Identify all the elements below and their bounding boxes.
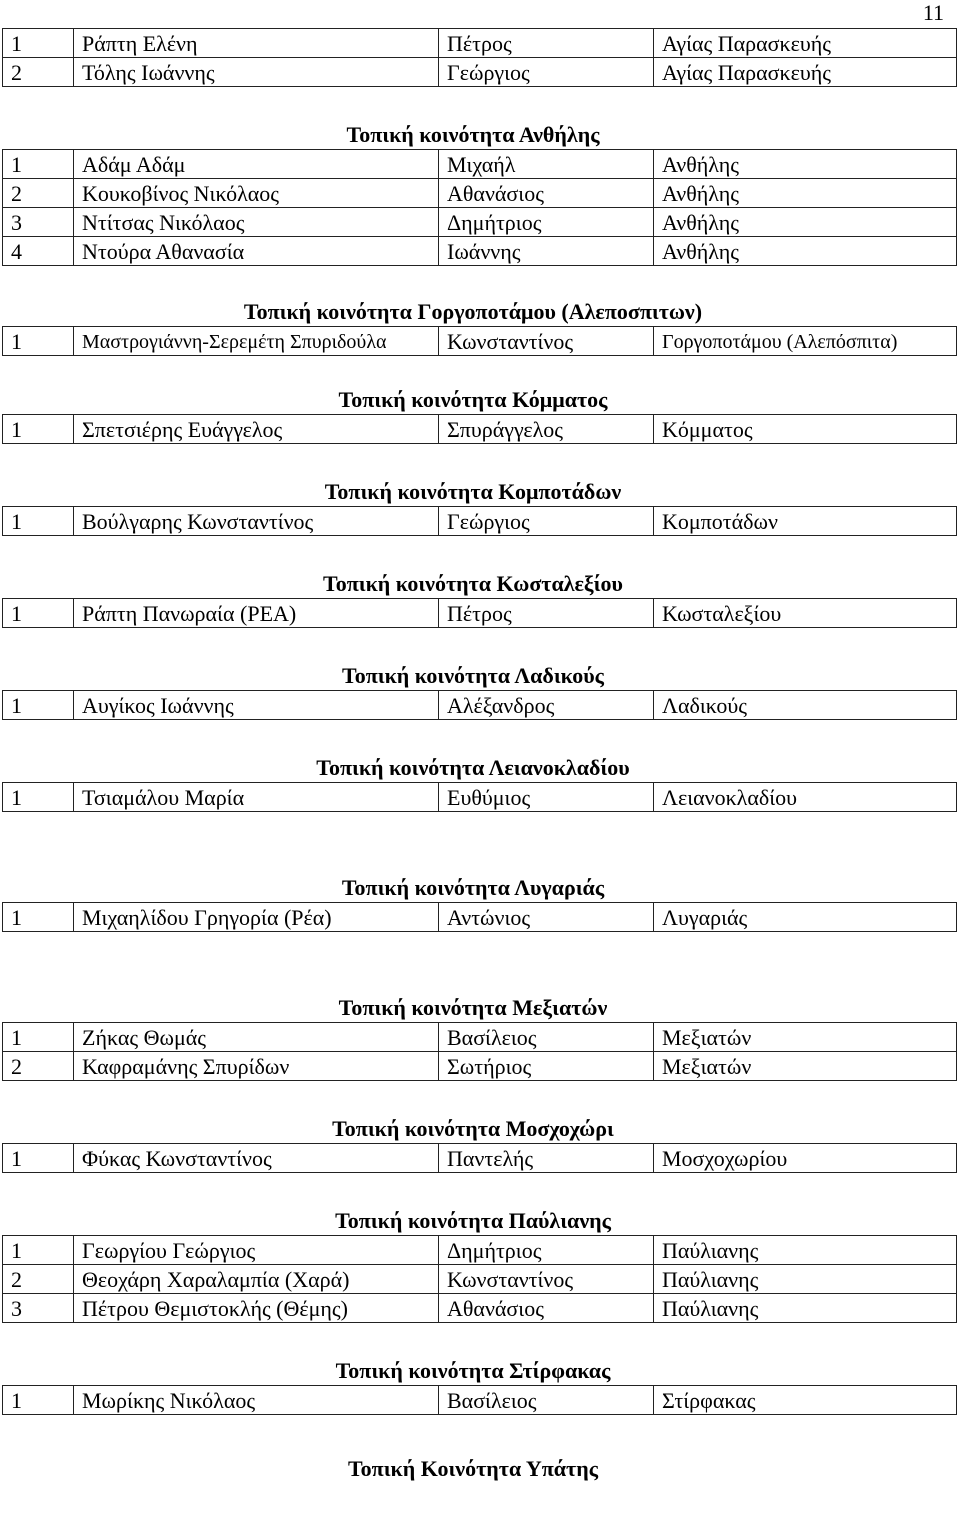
candidate-name: Σπετσιέρης Ευάγγελος	[74, 415, 439, 444]
father-name: Ιωάννης	[439, 237, 654, 266]
row-number: 1	[3, 1236, 74, 1265]
candidate-name: Κουκοβίνος Νικόλαος	[74, 179, 439, 208]
table-row	[3, 903, 957, 932]
community-section	[2, 994, 944, 1081]
table-row	[3, 208, 957, 237]
father-name: Κωνσταντίνος	[439, 1265, 654, 1294]
section-heading: Τοπική κοινότητα Κόμματος	[338, 387, 608, 412]
community-section	[2, 121, 944, 266]
father-name: Γεώργιος	[439, 58, 654, 87]
table-row	[3, 29, 957, 58]
candidate-name: Ζήκας Θωμάς	[74, 1023, 439, 1052]
row-number: 1	[3, 150, 74, 179]
table-row	[3, 237, 957, 266]
father-name: Γεώργιος	[439, 507, 654, 536]
community-name: Αγίας Παρασκευής	[654, 58, 957, 87]
father-name: Πέτρος	[439, 599, 654, 628]
father-name: Αθανάσιος	[439, 1294, 654, 1323]
community-name: Κωσταλεξίου	[654, 599, 957, 628]
section-heading: Τοπική κοινότητα Λυγαριάς	[341, 875, 605, 900]
community-name: Κόμματος	[654, 415, 957, 444]
candidate-name: Ράπτη Ελένη	[74, 29, 439, 58]
candidates-table	[2, 1235, 957, 1323]
community-name: Μεξιατών	[654, 1023, 957, 1052]
row-number: 1	[3, 599, 74, 628]
table-row	[3, 1294, 957, 1323]
father-name: Βασίλειος	[439, 1386, 654, 1415]
community-name: Λυγαριάς	[654, 903, 957, 932]
candidate-name: Αυγίκος Ιωάννης	[74, 691, 439, 720]
table-row	[3, 1265, 957, 1294]
row-number: 4	[3, 237, 74, 266]
candidates-table	[2, 690, 957, 720]
community-name: Ανθήλης	[654, 237, 957, 266]
community-name: Ανθήλης	[654, 208, 957, 237]
candidates-table	[2, 1385, 957, 1415]
candidate-name: Ράπτη Πανωραία (ΡΕΑ)	[74, 599, 439, 628]
table-row	[3, 691, 957, 720]
candidate-name: Φύκας Κωνσταντίνος	[74, 1144, 439, 1173]
candidates-table	[2, 506, 957, 536]
candidate-name: Μωρίκης Νικόλαος	[74, 1386, 439, 1415]
row-number: 1	[3, 903, 74, 932]
row-number: 3	[3, 1294, 74, 1323]
community-section	[2, 662, 944, 720]
father-name: Παντελής	[439, 1144, 654, 1173]
father-name: Κωνσταντίνος	[439, 327, 654, 356]
community-name: Ανθήλης	[654, 150, 957, 179]
row-number: 1	[3, 327, 74, 356]
table-row	[3, 150, 957, 179]
row-number: 3	[3, 208, 74, 237]
candidate-name: Καφραμάνης Σπυρίδων	[74, 1052, 439, 1081]
candidate-name: Θεοχάρη Χαραλαμπία (Χαρά)	[74, 1265, 439, 1294]
candidates-table	[2, 149, 957, 266]
table-row	[3, 1236, 957, 1265]
community-section	[2, 754, 944, 812]
community-section	[2, 1207, 944, 1323]
table-row	[3, 415, 957, 444]
row-number: 1	[3, 415, 74, 444]
father-name: Αθανάσιος	[439, 179, 654, 208]
table-row	[3, 327, 957, 356]
community-section	[2, 1115, 944, 1173]
community-section	[2, 386, 944, 444]
community-name: Λαδικούς	[654, 691, 957, 720]
section-heading: Τοπική κοινότητα Κομποτάδων	[324, 479, 622, 504]
candidate-name: Βούλγαρης Κωνσταντίνος	[74, 507, 439, 536]
candidate-name: Ντούρα Αθανασία	[74, 237, 439, 266]
candidate-name: Αδάμ Αδάμ	[74, 150, 439, 179]
community-name: Μεξιατών	[654, 1052, 957, 1081]
section-heading: Τοπική κοινότητα Ανθήλης	[346, 122, 600, 147]
table-row	[3, 1052, 957, 1081]
community-name: Μοσχοχωρίου	[654, 1144, 957, 1173]
candidate-name: Τόλης Ιωάννης	[74, 58, 439, 87]
table-row	[3, 179, 957, 208]
community-section	[2, 28, 944, 87]
father-name: Σπυράγγελος	[439, 415, 654, 444]
candidates-table	[2, 782, 957, 812]
section-heading: Τοπική κοινότητα Κωσταλεξίου	[323, 571, 623, 596]
candidate-name: Μιχαηλίδου Γρηγορία (Ρέα)	[74, 903, 439, 932]
section-heading: Τοπική κοινότητα Λειανοκλαδίου	[316, 755, 630, 780]
community-name: Λειανοκλαδίου	[654, 783, 957, 812]
row-number: 2	[3, 1052, 74, 1081]
table-row	[3, 507, 957, 536]
table-row	[3, 1386, 957, 1415]
community-section	[2, 298, 944, 356]
table-row	[3, 1023, 957, 1052]
father-name: Σωτήριος	[439, 1052, 654, 1081]
section-heading: Τοπική κοινότητα Λαδικούς	[342, 663, 604, 688]
candidates-table	[2, 414, 957, 444]
father-name: Δημήτριος	[439, 208, 654, 237]
father-name: Δημήτριος	[439, 1236, 654, 1265]
page-number: 11	[922, 0, 944, 25]
candidates-table	[2, 1143, 957, 1173]
row-number: 2	[3, 179, 74, 208]
row-number: 1	[3, 1023, 74, 1052]
candidate-name: Πέτρου Θεμιστοκλής (Θέμης)	[74, 1294, 439, 1323]
table-row	[3, 1144, 957, 1173]
section-heading: Τοπική κοινότητα Στίρφακας	[335, 1358, 611, 1383]
candidate-name: Γεωργίου Γεώργιος	[74, 1236, 439, 1265]
candidate-name: Μαστρογιάννη-Σερεμέτη Σπυριδούλα	[74, 327, 439, 356]
father-name: Ευθύμιος	[439, 783, 654, 812]
candidate-name: Τσιαμάλου Μαρία	[74, 783, 439, 812]
candidates-table	[2, 902, 957, 932]
community-sections	[2, 28, 944, 1483]
community-section	[2, 478, 944, 536]
candidates-table	[2, 1022, 957, 1081]
table-row	[3, 58, 957, 87]
community-section	[2, 874, 944, 932]
father-name: Αλέξανδρος	[439, 691, 654, 720]
candidates-table	[2, 326, 957, 356]
community-section	[2, 1455, 944, 1483]
father-name: Μιχαήλ	[439, 150, 654, 179]
community-section	[2, 1357, 944, 1415]
section-heading: Τοπική κοινότητα Παύλιανης	[335, 1208, 611, 1233]
father-name: Πέτρος	[439, 29, 654, 58]
row-number: 1	[3, 29, 74, 58]
section-heading: Τοπική κοινότητα Γοργοποτάμου (Αλεποσπιτων)	[243, 299, 703, 324]
section-heading: Τοπική κοινότητα Μοσχοχώρι	[332, 1116, 614, 1141]
candidates-table	[2, 28, 957, 87]
community-name: Στίρφακας	[654, 1386, 957, 1415]
community-section	[2, 570, 944, 628]
row-number: 1	[3, 1144, 74, 1173]
section-heading: Τοπική Κοινότητα Υπάτης	[348, 1456, 598, 1481]
community-name: Παύλιανης	[654, 1294, 957, 1323]
community-name: Παύλιανης	[654, 1265, 957, 1294]
table-row	[3, 599, 957, 628]
father-name: Βασίλειος	[439, 1023, 654, 1052]
table-row	[3, 783, 957, 812]
community-name: Ανθήλης	[654, 179, 957, 208]
community-name: Παύλιανης	[654, 1236, 957, 1265]
community-name: Αγίας Παρασκευής	[654, 29, 957, 58]
row-number: 2	[3, 1265, 74, 1294]
community-name: Κομποτάδων	[654, 507, 957, 536]
section-heading: Τοπική κοινότητα Μεξιατών	[338, 995, 608, 1020]
row-number: 2	[3, 58, 74, 87]
row-number: 1	[3, 783, 74, 812]
row-number: 1	[3, 1386, 74, 1415]
candidate-name: Ντίτσας Νικόλαος	[74, 208, 439, 237]
row-number: 1	[3, 691, 74, 720]
row-number: 1	[3, 507, 74, 536]
community-name: Γοργοποτάμου (Αλεπόσπιτα)	[654, 327, 957, 356]
father-name: Αντώνιος	[439, 903, 654, 932]
candidates-table	[2, 598, 957, 628]
